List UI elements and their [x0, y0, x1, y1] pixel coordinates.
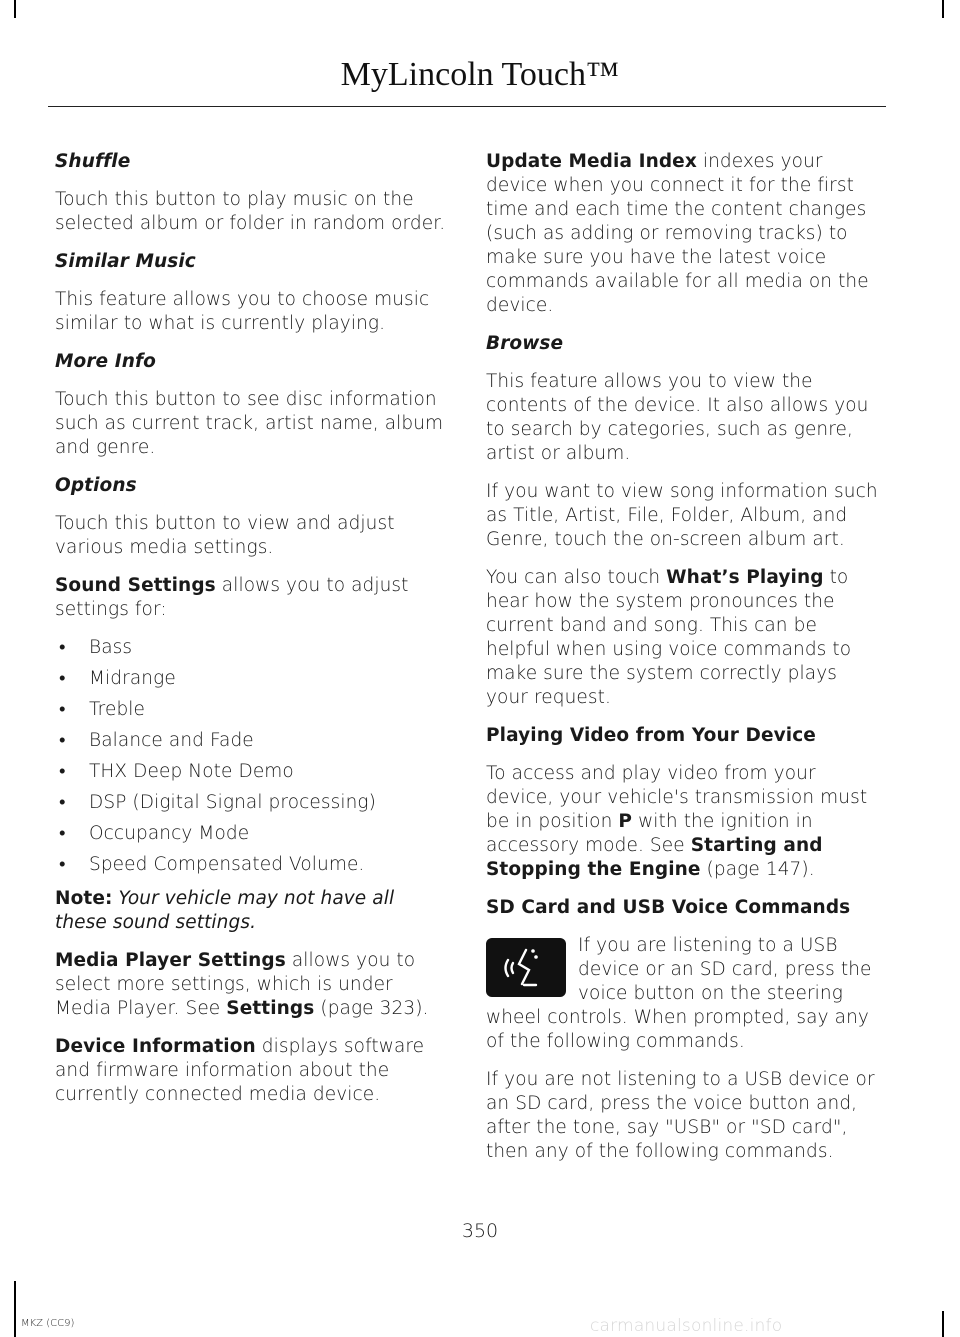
- playing-video-paragraph: [486, 762, 882, 882]
- whats-playing-label: What’s Playing: [666, 567, 824, 588]
- whats-playing-intro: You can also touch: [486, 567, 667, 588]
- media-player-settings-text: allows you to select more settings, which is under Media Player. See: [55, 950, 416, 1019]
- update-media-index-label: Update Media Index: [486, 151, 697, 172]
- whats-playing-paragraph: [486, 566, 882, 710]
- note-label: Note:: [55, 888, 113, 909]
- voice-command-block: [486, 934, 882, 1068]
- settings-link[interactable]: Settings: [226, 998, 315, 1019]
- playing-video-heading: Playing Video from Your Device: [486, 725, 816, 746]
- browse-heading: Browse: [486, 333, 564, 354]
- song-info-text: If you want to view song information such as Title, Artist, File, Folder, Album, and Genre, touch the on-screen album art.: [486, 481, 878, 550]
- park-position-label: P: [618, 811, 633, 832]
- similar-music-text: This feature allows you to choose music similar to what is currently playing.: [55, 289, 430, 334]
- settings-page-ref: (page 323).: [314, 998, 429, 1019]
- browse-text: This feature allows you to view the contents of the device. It also allows you to search by categories, such as genre, artist or album.: [486, 371, 869, 464]
- more-info-heading: More Info: [55, 351, 156, 372]
- similar-music-heading: Similar Music: [55, 251, 196, 272]
- note-text: Your vehicle may not have all these sound settings.: [55, 888, 395, 933]
- media-player-settings-label: Media Player Settings: [55, 950, 286, 971]
- list-item: • DSP (Digital Signal processing): [55, 791, 450, 815]
- crop-mark-top-right: [942, 0, 944, 18]
- media-player-settings-paragraph: [55, 949, 450, 1021]
- playing-video-text: To access and play video from your device, your vehicle's transmission must be in position: [486, 763, 868, 832]
- sd-usb-not-listening-text: If you are not listening to a USB device or an SD card, press the voice button and, after the tone, say "USB" or "SD card", then any of the following commands.: [486, 1069, 875, 1162]
- device-information-text: displays software and firmware information about the currently connected media device.: [55, 1036, 425, 1105]
- list-item: • Speed Compensated Volume.: [55, 853, 450, 877]
- sound-settings-text: allows you to adjust settings for:: [55, 575, 409, 620]
- shuffle-text: Touch this button to play music on the selected album or folder in random order.: [55, 189, 446, 234]
- update-media-index-text: indexes your device when you connect it for the first time and each time the content changes (such as adding or removing tracks) to make sure you have the latest voice commands available for all media on the device.: [486, 151, 869, 316]
- page-title: MyLincoln Touch™: [340, 56, 620, 93]
- device-information-label: Device Information: [55, 1036, 256, 1057]
- whats-playing-text: to hear how the system pronounces the current band and song. This can be helpful when using voice commands to make sure the system correctly plays your request.: [486, 567, 852, 708]
- crop-mark-bottom-right: [942, 1311, 944, 1337]
- more-info-text: Touch this button to see disc information such as current track, artist name, album and genre.: [55, 389, 444, 458]
- sound-settings-label: Sound Settings: [55, 575, 216, 596]
- sound-settings-list: [55, 636, 450, 877]
- list-item: • THX Deep Note Demo: [55, 760, 450, 784]
- playing-video-text-cont: with the ignition in accessory mode. See: [486, 811, 813, 856]
- options-text: Touch this button to view and adjust various media settings.: [55, 513, 395, 558]
- sd-usb-voice-text: If you are listening to a USB device or an SD card, press the voice button on the steering wheel controls. When prompted, say any of the following commands.: [486, 935, 872, 1052]
- update-media-index-paragraph: [486, 150, 882, 318]
- list-item: • Balance and Fade: [55, 729, 450, 753]
- crop-mark-bottom-left: [14, 1281, 16, 1337]
- list-item: • Occupancy Mode: [55, 822, 450, 846]
- watermark: carmanualsonline.info: [590, 1316, 783, 1336]
- list-item: • Treble: [55, 698, 450, 722]
- list-item: • Bass: [55, 636, 450, 660]
- page-number: 350: [461, 1220, 499, 1242]
- engine-page-ref: (page 147).: [700, 859, 815, 880]
- model-label: MKZ (CC9): [21, 1318, 75, 1329]
- note-paragraph: [55, 887, 450, 935]
- list-item: • Midrange: [55, 667, 450, 691]
- shuffle-heading: Shuffle: [55, 151, 131, 172]
- sound-settings-paragraph: [55, 574, 450, 622]
- right-column: [486, 150, 882, 1178]
- device-information-paragraph: [55, 1035, 450, 1107]
- starting-stopping-engine-link[interactable]: Starting and Stopping the Engine: [486, 835, 823, 880]
- crop-mark-top-left: [14, 0, 16, 18]
- left-column: [55, 150, 450, 1121]
- options-heading: Options: [55, 475, 137, 496]
- voice-button-icon: [486, 938, 566, 997]
- header-divider: [48, 106, 886, 107]
- sd-usb-voice-heading: SD Card and USB Voice Commands: [486, 897, 851, 918]
